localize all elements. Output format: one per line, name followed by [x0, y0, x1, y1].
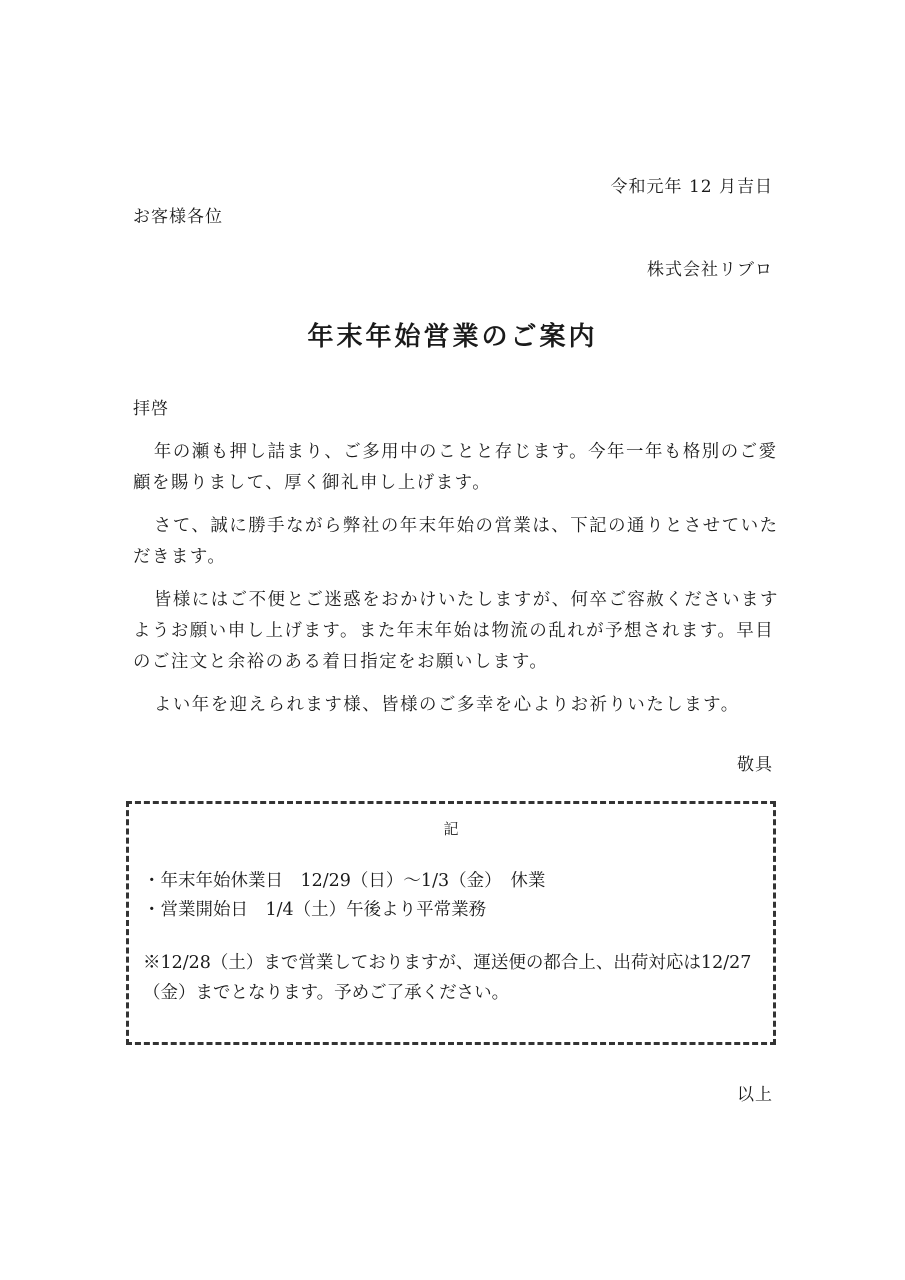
letter-body — [133, 437, 779, 733]
notice-heading: 記 — [443, 820, 459, 838]
opening-salutation: 拝啓 — [133, 399, 169, 419]
document-title: 年末年始営業のご案内 — [307, 322, 598, 352]
body-paragraph: さて、誠に勝手ながら弊社の年末年始の営業は、下記の通りとさせていただきます。 — [133, 516, 779, 567]
closing-salutation: 敬具 — [737, 755, 773, 775]
notice-box — [126, 801, 776, 1045]
business-reopen-date: ・営業開始日 1/4（土）午後より平常業務 — [143, 900, 487, 920]
body-paragraph: 年の瀬も押し詰まり、ご多用中のことと存じます。今年一年も格別のご愛顧を賜りまして、厚く御礼申し上げます。 — [133, 442, 778, 493]
body-paragraph: よい年を迎えられます様、皆様のご多幸を心よりお祈りいたします。 — [153, 695, 740, 715]
letter-date: 令和元年 12 月吉日 — [610, 177, 773, 197]
addressee: お客様各位 — [133, 207, 223, 227]
holiday-period: ・年末年始休業日 12/29（日）～1/3（金） 休業 — [143, 871, 546, 891]
shipping-note: ※12/28（土）まで営業しておりますが、運送便の都合上、出荷対応は12/27（金）までとなります。予めご了承ください。 — [143, 953, 752, 1003]
body-paragraph: 皆様にはご不便とご迷惑をおかけいたしますが、何卒ご容赦くださいますようお願い申し上げます。また年末年始は物流の乱れが予想されます。早目のご注文と余裕のある着日指定をお願いします。 — [133, 590, 779, 672]
end-mark: 以上 — [737, 1085, 773, 1105]
sender-company: 株式会社リブロ — [647, 260, 773, 280]
